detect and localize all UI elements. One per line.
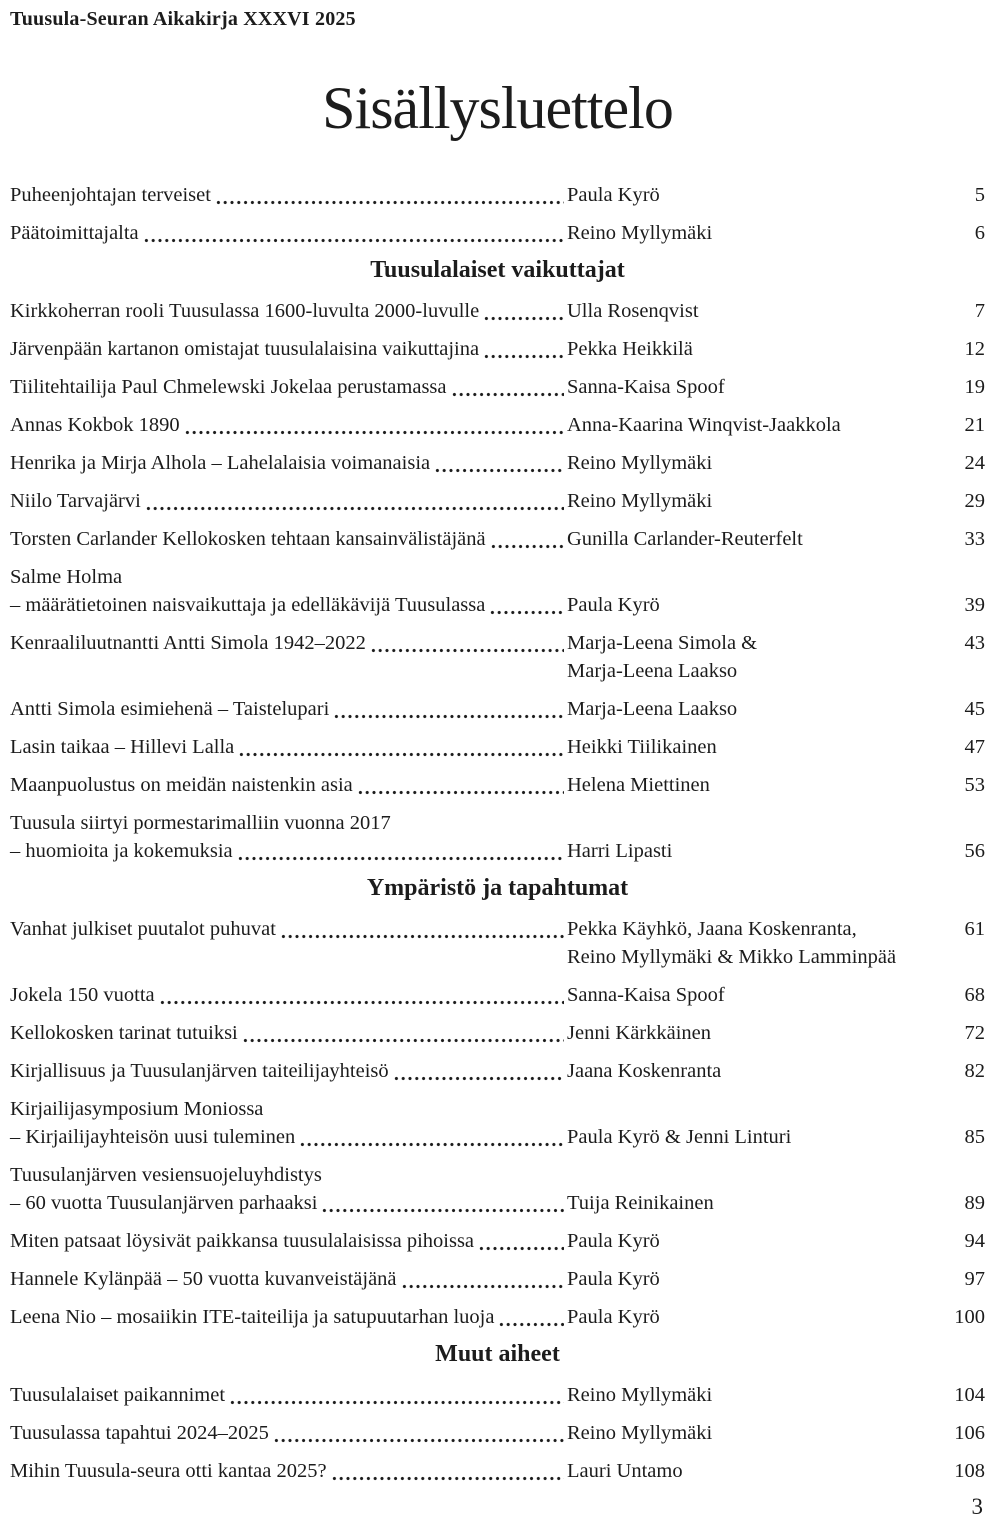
entry-authors: [567, 591, 935, 619]
entry-title: Leena Nio – mosaiikin ITE-taiteilija ja satupuutarhan luoja: [10, 1306, 495, 1328]
author-name: Paula Kyrö: [567, 184, 660, 206]
toc-entry: [10, 1419, 985, 1447]
entry-main-row: [10, 1019, 985, 1047]
entry-title: Kenraaliluutnantti Antti Simola 1942–2022: [10, 632, 366, 654]
entry-main-row: [10, 1227, 985, 1255]
author-name: Sanna-Kaisa Spoof: [567, 984, 725, 1006]
entry-title-line: Tuusula siirtyi pormestarimalliin vuonna 2017: [10, 812, 391, 834]
entry-title: Niilo Tarvajärvi: [10, 490, 141, 512]
entry-page-number: 106: [954, 1422, 985, 1444]
entry-main-row: [10, 411, 985, 439]
author-name: Paula Kyrö: [567, 1230, 660, 1252]
toc-entry: [10, 335, 985, 363]
toc-entry: [10, 525, 985, 553]
entry-authors: [567, 1189, 935, 1217]
entry-authors: [567, 915, 935, 971]
entry-page-number: 56: [964, 840, 985, 862]
leader-dots: [159, 981, 564, 1009]
entry-page-number: 24: [964, 452, 985, 474]
entry-authors: [567, 1303, 935, 1331]
leader-dots: [215, 181, 564, 209]
entry-title-row: [10, 297, 567, 325]
entry-title-row: [10, 181, 567, 209]
author-name: Reino Myllymäki: [567, 452, 713, 474]
leader-dots: [357, 771, 564, 799]
entry-page-number: 61: [964, 918, 985, 940]
leader-dots: [490, 525, 564, 553]
entry-title-row: [10, 1303, 567, 1331]
entry-page-number: 43: [964, 632, 985, 654]
entry-title-row: [10, 1227, 567, 1255]
entry-page-number: 19: [964, 376, 985, 398]
leader-dots: [489, 591, 564, 619]
entry-page-number: 53: [964, 774, 985, 796]
entry-title: Henrika ja Mirja Alhola – Lahelalaisia voimanaisia: [10, 452, 431, 474]
author-name: Paula Kyrö: [567, 1268, 660, 1290]
entry-authors: [567, 981, 935, 1009]
toc-entry: [10, 1303, 985, 1331]
author-name: Gunilla Carlander-Reuterfelt: [567, 528, 803, 550]
author-name: Pekka Heikkilä: [567, 338, 693, 360]
entry-main-row: [10, 487, 985, 515]
entry-title-row: [10, 1381, 567, 1409]
entry-authors: [567, 1457, 935, 1485]
toc-entry: [10, 181, 985, 209]
entry-title-row: [10, 733, 567, 761]
entry-title: Antti Simola esimiehenä – Taistelupari: [10, 698, 330, 720]
leader-dots: [273, 1419, 564, 1447]
toc-entry: [10, 629, 985, 685]
entry-main-row: [10, 1265, 985, 1293]
entry-main-row: [10, 837, 985, 865]
entry-main-row: [10, 591, 985, 619]
entry-main-row: [10, 1303, 985, 1331]
author-name: Anna-Kaarina Winqvist-Jaakkola: [567, 414, 841, 436]
entry-title-row: [10, 411, 567, 439]
entry-title-row: [10, 695, 567, 723]
entry-title-row: [10, 1457, 567, 1485]
entry-title: Kirjallisuus ja Tuusulanjärven taiteilijayhteisö: [10, 1060, 389, 1082]
entry-page-number: 104: [954, 1384, 985, 1406]
entry-title: Torsten Carlander Kellokosken tehtaan kansainvälistäjänä: [10, 528, 486, 550]
toc-entry: [10, 771, 985, 799]
entry-title-row: [10, 1123, 567, 1151]
entry-authors: [567, 771, 935, 799]
author-name: Paula Kyrö & Jenni Linturi: [567, 1126, 792, 1148]
leader-dots: [242, 1019, 564, 1047]
toc-entry: [10, 1457, 985, 1485]
entry-main-row: [10, 695, 985, 723]
entry-main-row: [10, 449, 985, 477]
leader-dots: [321, 1189, 564, 1217]
entry-main-row: [10, 219, 985, 247]
entry-title: Mihin Tuusula-seura otti kantaa 2025?: [10, 1460, 327, 1482]
entry-page-number: 89: [964, 1192, 985, 1214]
entry-authors: [567, 1265, 935, 1293]
leader-dots: [229, 1381, 564, 1409]
entry-title-row: [10, 629, 567, 657]
entry-title: Kellokosken tarinat tutuiksi: [10, 1022, 238, 1044]
entry-page-number: 68: [964, 984, 985, 1006]
author-name: Reino Myllymäki: [567, 222, 713, 244]
entry-title-row: [10, 915, 567, 943]
entry-main-row: [10, 1457, 985, 1485]
leader-dots: [143, 219, 564, 247]
entry-title: Vanhat julkiset puutalot puhuvat: [10, 918, 276, 940]
toc-entry: [10, 1265, 985, 1293]
leader-dots: [238, 733, 564, 761]
toc-entry: [10, 1381, 985, 1409]
toc-entry: [10, 563, 985, 619]
toc-entry: [10, 695, 985, 723]
author-name: Sanna-Kaisa Spoof: [567, 376, 725, 398]
author-name: Helena Miettinen: [567, 774, 710, 796]
author-name: Pekka Käyhkö, Jaana Koskenranta,: [567, 918, 857, 940]
author-name: Marja-Leena Laakso: [567, 698, 738, 720]
entry-main-row: [10, 1419, 985, 1447]
entry-title-line: Tuusulanjärven vesiensuojeluyhdistys: [10, 1164, 322, 1186]
entry-page-number: 33: [964, 528, 985, 550]
entry-authors: [567, 525, 935, 553]
toc-entry: [10, 449, 985, 477]
entry-page-number: 72: [964, 1022, 985, 1044]
entry-authors: [567, 219, 935, 247]
entry-authors: [567, 1419, 935, 1447]
author-name: Marja-Leena Simola &: [567, 632, 758, 654]
toc-entry: [10, 487, 985, 515]
book-title: Tuusula-Seuran Aikakirja XXXVI 2025: [10, 8, 356, 30]
entry-main-row: [10, 335, 985, 363]
author-name: Heikki Tiilikainen: [567, 736, 717, 758]
entry-main-row: [10, 629, 985, 685]
entry-title: – huomioita ja kokemuksia: [10, 840, 233, 862]
page-number: 3: [971, 1494, 983, 1519]
author-name: Reino Myllymäki: [567, 1422, 713, 1444]
entry-main-row: [10, 1057, 985, 1085]
author-name: Harri Lipasti: [567, 840, 673, 862]
entry-page-number: 94: [964, 1230, 985, 1252]
entry-title: – Kirjailijayhteisön uusi tuleminen: [10, 1126, 296, 1148]
entry-authors: [567, 297, 935, 325]
entry-title-row: [10, 219, 567, 247]
entry-main-row: [10, 915, 985, 971]
section-heading: Muut aiheet: [435, 1341, 560, 1367]
leader-dots: [483, 297, 564, 325]
entry-page-number: 47: [964, 736, 985, 758]
entry-main-row: [10, 733, 985, 761]
author-name: Marja-Leena Laakso: [567, 660, 738, 682]
entry-authors: [567, 695, 935, 723]
entry-authors: [567, 373, 935, 401]
entry-title: Tuusulassa tapahtui 2024–2025: [10, 1422, 269, 1444]
entry-authors: [567, 629, 935, 685]
entry-title-row: [10, 1419, 567, 1447]
author-name: Reino Myllymäki: [567, 1384, 713, 1406]
toc-entry: [10, 219, 985, 247]
entry-authors: [567, 1227, 935, 1255]
leader-dots: [478, 1227, 564, 1255]
toc-entry: [10, 297, 985, 325]
entry-authors: [567, 1381, 935, 1409]
entry-title-line: Salme Holma: [10, 566, 123, 588]
entry-page-number: 21: [964, 414, 985, 436]
entry-title-row: [10, 981, 567, 1009]
entry-title-row: [10, 1019, 567, 1047]
entry-page-number: 82: [964, 1060, 985, 1082]
entry-authors: [567, 1123, 935, 1151]
leader-dots: [451, 373, 564, 401]
entry-page-number: 12: [964, 338, 985, 360]
entry-title: Hannele Kylänpää – 50 vuotta kuvanveistäjänä: [10, 1268, 397, 1290]
entry-main-row: [10, 525, 985, 553]
author-name: Reino Myllymäki: [567, 490, 713, 512]
entry-authors: [567, 837, 935, 865]
leader-dots: [331, 1457, 564, 1485]
entry-title-row: [10, 1265, 567, 1293]
leader-dots: [370, 629, 564, 657]
entry-authors: [567, 1019, 935, 1047]
entry-authors: [567, 181, 935, 209]
entry-page-number: 97: [964, 1268, 985, 1290]
entry-title-row: [10, 1057, 567, 1085]
toc-entry: [10, 733, 985, 761]
entry-main-row: [10, 981, 985, 1009]
section-heading: Ympäristö ja tapahtumat: [366, 875, 629, 901]
section-heading: Tuusulalaiset vaikuttajat: [370, 257, 625, 283]
entry-title-row: [10, 1189, 567, 1217]
entry-title-row: [10, 449, 567, 477]
entry-main-row: [10, 1123, 985, 1151]
entry-page-number: 85: [964, 1126, 985, 1148]
entry-title: Tiilitehtailija Paul Chmelewski Jokelaa perustamassa: [10, 376, 447, 398]
author-name: Paula Kyrö: [567, 594, 660, 616]
leader-dots: [393, 1057, 564, 1085]
entry-page-number: 29: [964, 490, 985, 512]
entry-title: Puheenjohtajan terveiset: [10, 184, 211, 206]
toc-entry: [10, 1161, 985, 1217]
entry-authors: [567, 411, 935, 439]
leader-dots: [145, 487, 564, 515]
entry-authors: [567, 335, 935, 363]
leader-dots: [401, 1265, 564, 1293]
entry-title: – määrätietoinen naisvaikuttaja ja edelläkävijä Tuusulassa: [10, 594, 486, 616]
entry-authors: [567, 449, 935, 477]
entry-title: Lasin taikaa – Hillevi Lalla: [10, 736, 235, 758]
entry-main-row: [10, 1381, 985, 1409]
toc-entry: [10, 981, 985, 1009]
author-name: Paula Kyrö: [567, 1306, 660, 1328]
leader-dots: [434, 449, 564, 477]
toc-entry: [10, 1057, 985, 1085]
entry-title-line: Kirjailijasymposium Moniossa: [10, 1098, 264, 1120]
leader-dots: [498, 1303, 564, 1331]
entry-title: Miten patsaat löysivät paikkansa tuusulalaisissa pihoissa: [10, 1230, 475, 1252]
entry-title-row: [10, 525, 567, 553]
entry-title-row: [10, 771, 567, 799]
toc-entry: [10, 1227, 985, 1255]
page-title: Sisällysluettelo: [322, 75, 673, 141]
author-name: Jaana Koskenranta: [567, 1060, 722, 1082]
toc-entry: [10, 915, 985, 971]
entry-title-row: [10, 591, 567, 619]
author-name: Reino Myllymäki & Mikko Lamminpää: [567, 946, 897, 968]
toc-entry: [10, 1019, 985, 1047]
entry-main-row: [10, 297, 985, 325]
entry-page-number: 5: [974, 184, 985, 206]
entry-main-row: [10, 373, 985, 401]
entry-title: – 60 vuotta Tuusulanjärven parhaaksi: [10, 1192, 318, 1214]
leader-dots: [237, 837, 564, 865]
toc: [10, 181, 985, 1485]
entry-main-row: [10, 771, 985, 799]
entry-authors: [567, 733, 935, 761]
entry-page-number: 6: [974, 222, 985, 244]
author-name: Ulla Rosenqvist: [567, 300, 699, 322]
entry-title-row: [10, 837, 567, 865]
entry-title: Kirkkoherran rooli Tuusulassa 1600-luvulta 2000-luvulle: [10, 300, 480, 322]
entry-main-row: [10, 1189, 985, 1217]
entry-title-row: [10, 373, 567, 401]
author-name: Jenni Kärkkäinen: [567, 1022, 712, 1044]
entry-page-number: 108: [954, 1460, 985, 1482]
leader-dots: [299, 1123, 564, 1151]
entry-title-row: [10, 335, 567, 363]
leader-dots: [280, 915, 564, 943]
author-name: Tuija Reinikainen: [567, 1192, 714, 1214]
toc-entry: [10, 373, 985, 401]
toc-entry: [10, 1095, 985, 1151]
entry-title: Päätoimittajalta: [10, 222, 139, 244]
entry-title: Tuusulalaiset paikannimet: [10, 1384, 226, 1406]
toc-entry: [10, 809, 985, 865]
leader-dots: [333, 695, 564, 723]
entry-page-number: 39: [964, 594, 985, 616]
leader-dots: [184, 411, 564, 439]
entry-title-row: [10, 487, 567, 515]
entry-page-number: 7: [974, 300, 985, 322]
entry-authors: [567, 1057, 935, 1085]
toc-entry: [10, 411, 985, 439]
author-name: Lauri Untamo: [567, 1460, 683, 1482]
entry-page-number: 45: [964, 698, 985, 720]
entry-authors: [567, 487, 935, 515]
entry-main-row: [10, 181, 985, 209]
entry-title: Maanpuolustus on meidän naistenkin asia: [10, 774, 353, 796]
leader-dots: [483, 335, 564, 363]
entry-title: Jokela 150 vuotta: [10, 984, 155, 1006]
entry-page-number: 100: [954, 1306, 985, 1328]
entry-title: Annas Kokbok 1890: [10, 414, 180, 436]
entry-title: Järvenpään kartanon omistajat tuusulalaisina vaikuttajina: [10, 338, 480, 360]
